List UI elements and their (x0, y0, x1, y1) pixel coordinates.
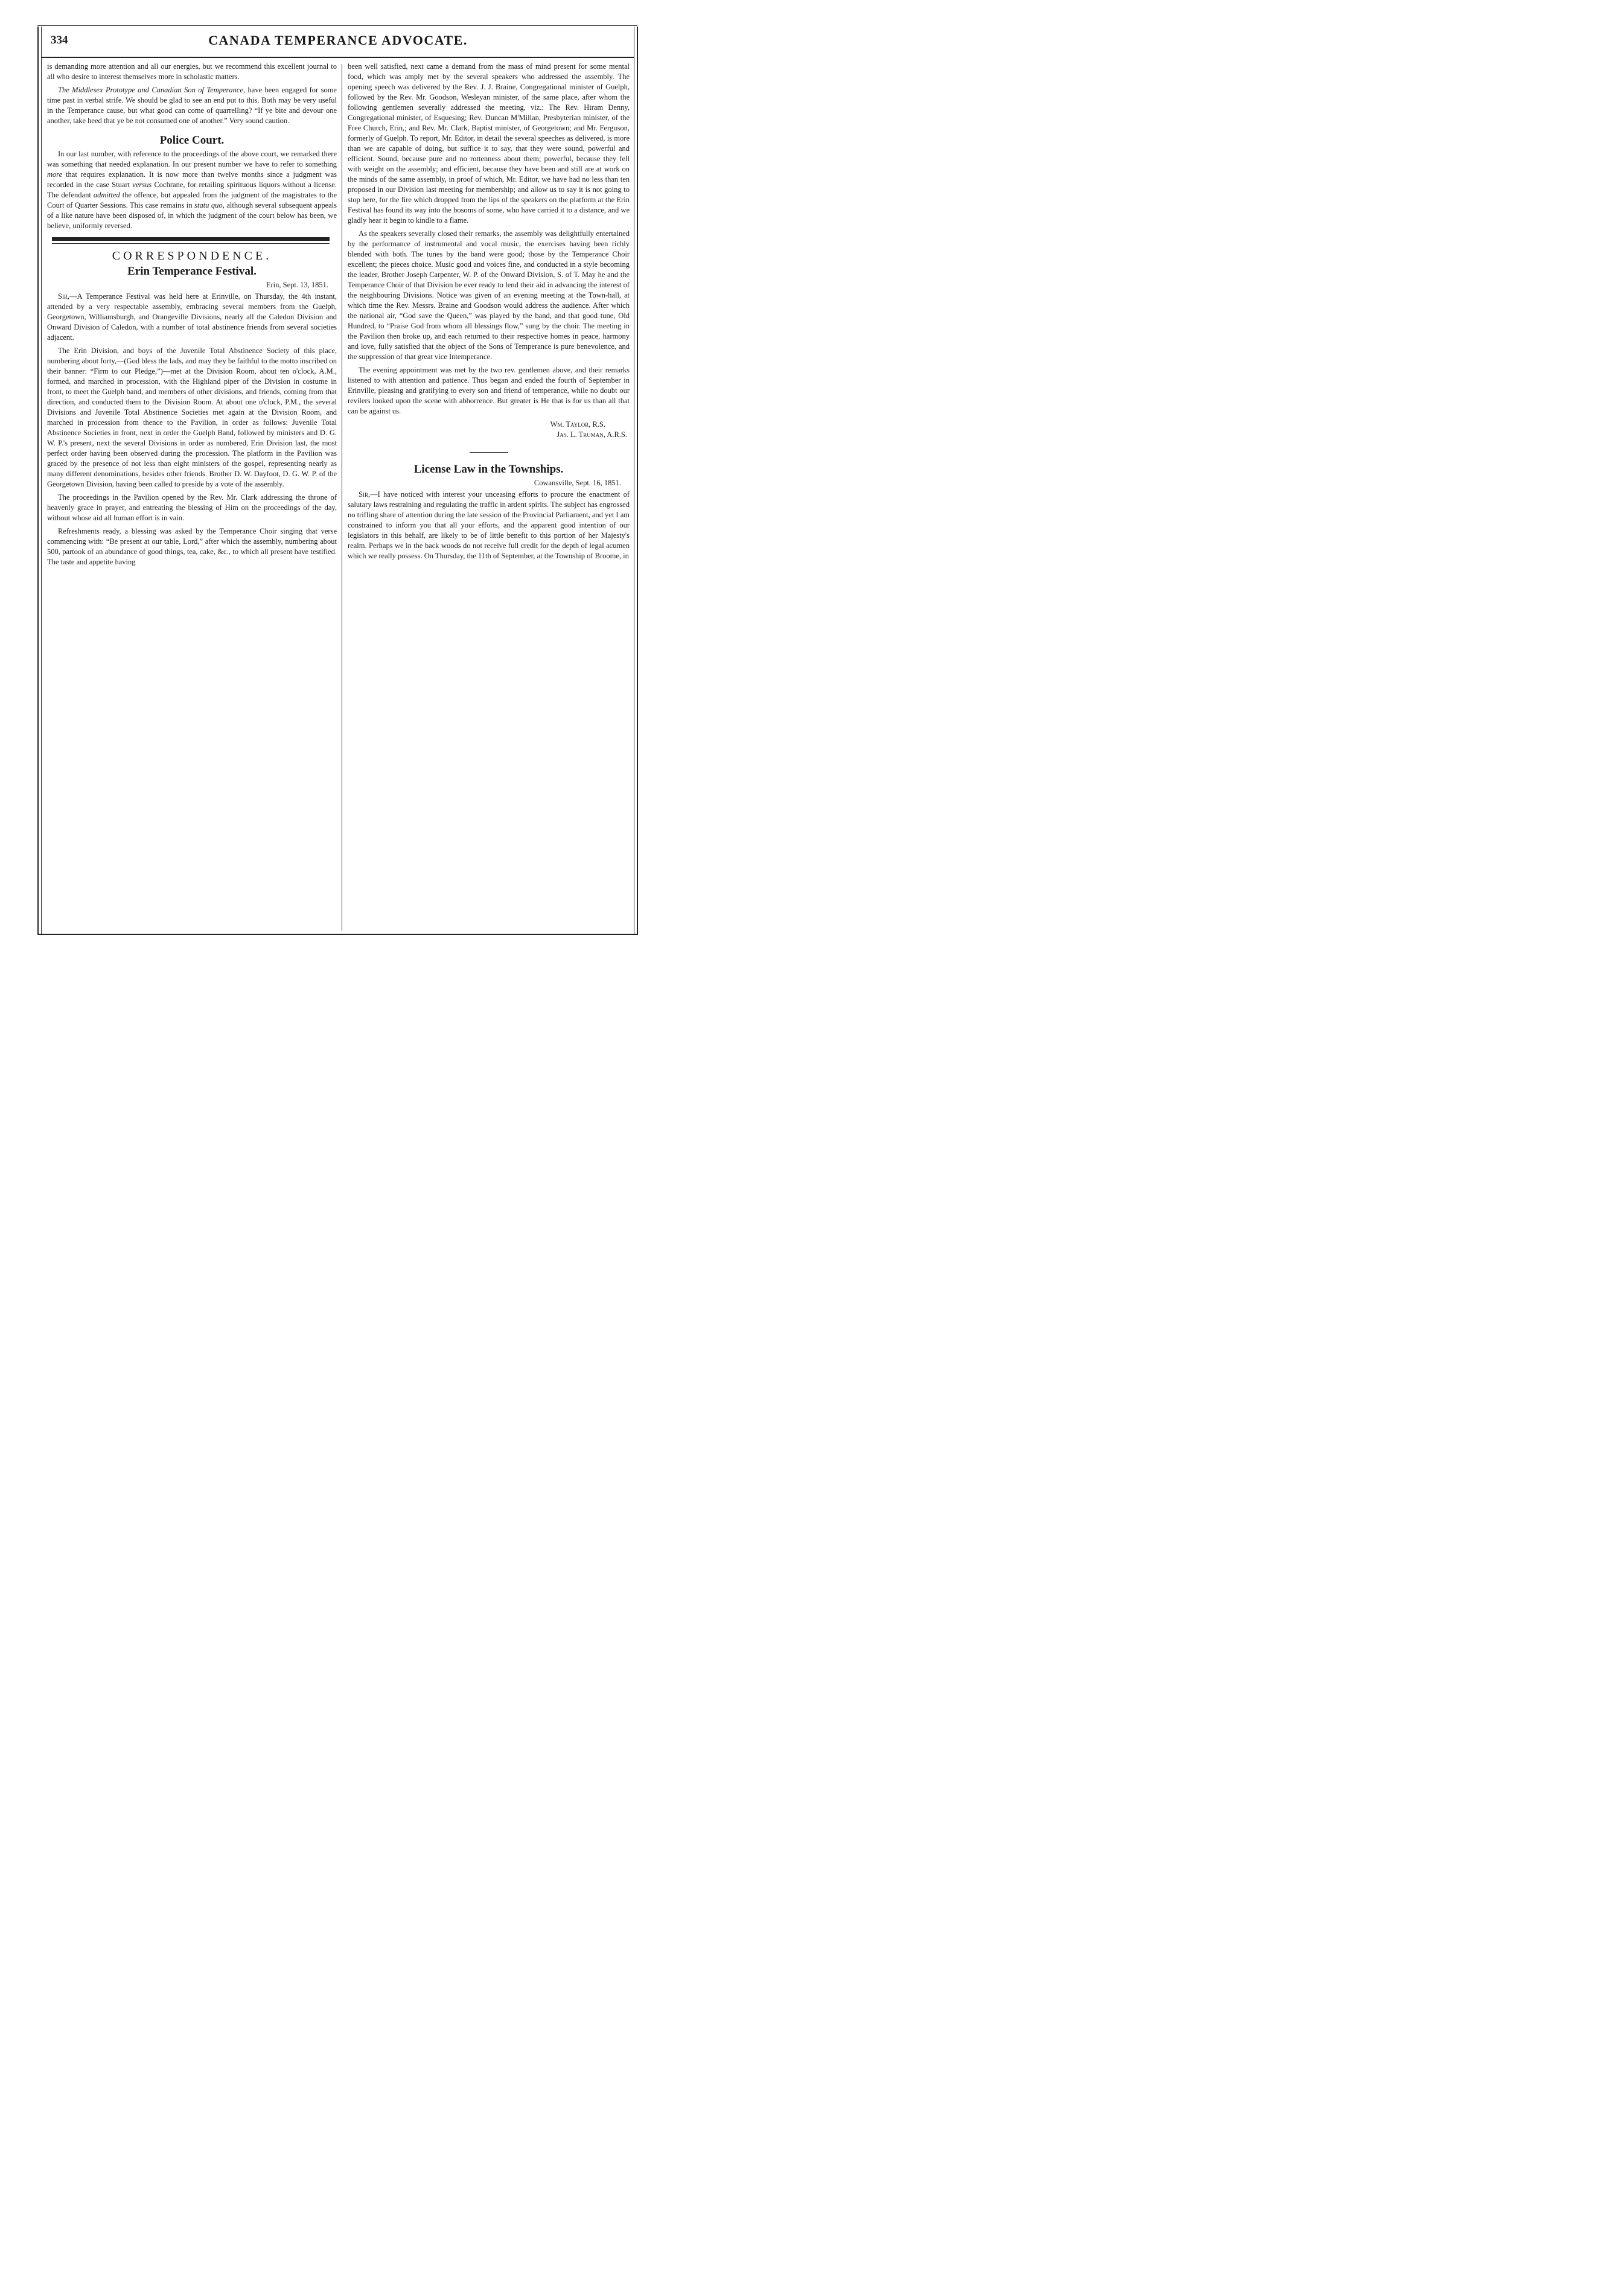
license-law-heading: License Law in the Townships. (413, 463, 564, 476)
license-dateline: Cowansville, Sept. 16, 1851. (534, 479, 621, 487)
article-divider (470, 452, 508, 453)
erin-paragraph-4: Refreshments ready, a blessing was asked by the Temperance Choir singing that verse commencing with: “Be present at our table, Lord,” after which the assembly, numbering about 500, partook of an abundance of good things, tea, cake, &c., to which all present have testified. The taste and appetite having (47, 527, 337, 566)
correspondence-heading: CORRESPONDENCE. (112, 249, 272, 263)
left-border-outer (37, 27, 39, 935)
right-column (348, 62, 630, 564)
erin-dateline: Erin, Sept. 13, 1851. (266, 281, 328, 289)
left-border-inner (41, 27, 42, 935)
newspaper-names: The Middlesex Prototype and Canadian Son of Temperance, (58, 86, 246, 94)
bottom-border-rule (37, 934, 638, 935)
erin-paragraph-3: The proceedings in the Pavilion opened by the Rev. Mr. Clark addressing the throne of heavenly grace in prayer, and entreating the blessing of Him on the proceedings of the day, without whose aid all human effort is in vain. (47, 493, 337, 522)
police-court-heading: Police Court. (159, 134, 225, 147)
top-border-rule (37, 25, 637, 26)
header-rule (42, 57, 634, 58)
erin-festival-heading: Erin Temperance Festival. (127, 265, 257, 278)
signature-secretary: Wm. Taylor, R.S. (550, 420, 605, 429)
erin-paragraph-2: The Erin Division, and boys of the Juvenile Total Abstinence Society of this place, numbering about forty,—(God bless the lads, and may they be faithful to the motto inscribed on their banner: “Firm to our Pledge,”)—met at the Division Room, about ten o'clock, A.M., formed, and marched in procession, with the Highland piper of the Division in costume in front, to meet the Guelph band, and members of other divisions, and friends, coming from that direction, and conducted them to the Division Room. At about one o'clock, P.M., the several Divisions and Juvenile Total Abstinence Societies met again at the Division Room, and marched in procession from thence to the Pavilion, in order as follows: Juvenile Total Abstinence Societies in front, next in order the Guelph Band, followed by ministers and D. G. W. P.'s present, next the several Divisions in order as numbered, Erin Division last, the most perfect order having been observed during the procession. The platform in the Pavilion was graced by the presence of not less than eight ministers of the gospel, representing nearly as many different denominations, besides other friends. Brother D. W. Dayfoot, D. G. W. P. of the Georgetown Division, having been called to preside by a vote of the assembly. (47, 346, 337, 488)
left-column (47, 62, 337, 570)
right-border-outer (637, 27, 638, 935)
page-header (51, 33, 625, 53)
section-separator-thick (52, 237, 330, 241)
music-paragraph: As the speakers severally closed their remarks, the assembly was delightfully entertained by the performance of instrumental and vocal music, the exercises having been richly blended with both. The tunes by the band were good; those by the Temperance Choir excellent; the pieces choice. Music good and voices fine, and conducted in a style becoming the leader, Brother Joseph Carpenter, W. P. of the Onward Division, S. of T. May he and the Temperance Choir of that Division be ever ready to lend their aid in advancing the interest of the neighbouring Divisions. Notice was given of an evening meeting at the Town-hall, at which time the Rev. Messrs. Braine and Goodson would address the audience. After which the national air, “God save the Queen,” was played by the band, and that good tune, Old Hundred, to “Praise God from whom all blessings flow,” sung by the choir. The meeting in the Pavilion then broke up, and each returned to their respective homes in peace, harmony and love, fully satisfied that the object of the Sons of Temperance is pure benevolence, and the suppression of that great vice Intemperance. (348, 229, 630, 361)
signature-assistant-secretary: Jas. L. Truman, A.R.S. (557, 430, 627, 439)
newspaper-page (0, 0, 670, 956)
erin-continued-paragraph: been well satisfied, next came a demand from the mass of mind present for some mental food, which was amply met by the several speakers who addressed the assembly. The opening speech was delivered by the Rev. J. J. Braine, Congregational minister of Guelph, followed by the Rev. Mr. Goodson, Wesleyan minister, of the same place, after whom the following gentlemen severally addressed the meeting, viz.: The Rev. Hiram Denny, Congregational minister, of Esquesing; Rev. Duncan M'Millan, Presbyterian minister, of the Free Church, Erin,; and Rev. Mr. Clark, Baptist minister, of Georgetown; and Mr. Ferguson, formerly of Guelph. To report, Mr. Editor, in detail the several speeches as delivered, is more than we are capable of doing, but suffice it to say, that they were sound, powerful and efficient. Sound, because pure and no rottenness about them; powerful, because they fell with weight on the assembly; and efficient, because they have been and still are at work on the minds of the same assembly, in proof of which, Mr. Editor, we have had no less than ten proposed in our Division last meeting for membership; and allow us to say it is not going to stop here, for the fire which dropped from the lips of the speakers on the platform at the Erin Festival has found its way into the bosoms of some, who have carried it to a distance, and we gladly hear it begin to kindle to a flame. (348, 62, 630, 225)
section-separator-thin (52, 243, 330, 244)
middlesex-paragraph: The Middlesex Prototype and Canadian Son of Temperance, have been engaged for some time past in verbal strife. We should be glad to see an end put to this. Both may be very useful in the Temperance cause, but what good can come of quarrelling? “If ye bite and devour one another, take heed that ye be not consumed one of another.” Very sound caution. (47, 86, 337, 125)
police-court-paragraph: In our last number, with reference to the proceedings of the above court, we remarked there was something that needed explanation. In our present number we have to refer to something more that requires explanation. It is now more than twelve months since a judgment was recorded in the case Stuart versus Cochrane, for retailing spirituous liquors without a license. The defendant admitted the offence, but appealed from the judgment of the magistrates to the Court of Quarter Sessions. This case remains in statu quo, although several subsequent appeals of a like nature have been disposed of, in which the judgment of the court below has been, we believe, uniformly reversed. (47, 150, 337, 230)
evening-paragraph: The evening appointment was met by the two rev. gentlemen above, and their remarks listened to with attention and patience. Thus began and ended the fourth of September in Erinville, pleasing and gratifying to every son and friend of temperance, while no doubt our revilers looked upon the scene with abhorrence. But greater is He that is for us than all that can be against us. (348, 366, 630, 415)
erin-paragraph-1: Sir,—A Temperance Festival was held here at Erinville, on Thursday, the 4th instant, attended by a very respectable assembly, embracing several members from the Guelph, Georgetown, Williamsburgh, and Orangeville Divisions, nearly all the Caledon Division and Onward Division of Caledon, with a number of total abstinence friends from several societies adjacent. (47, 292, 337, 342)
publication-title: CANADA TEMPERANCE ADVOCATE. (208, 33, 468, 48)
page-number: 334 (51, 34, 68, 46)
license-paragraph: Sir,—I have noticed with interest your unceasing efforts to procure the enactment of salutary laws restraining and regulating the traffic in ardent spirits. The subject has engrossed no trifling share of attention during the late session of the Provincial Parliament, and yet I am constrained to inform you that all your efforts, and the apparent good intention of our legislators in this behalf, are likely to be of little benefit to this portion of her Majesty's realm. Perhaps we in the back woods do not receive full credit for the depth of legal acumen which we really possess. On Thursday, the 11th of September, at the Township of Broome, in (348, 490, 630, 560)
intro-paragraph: is demanding more attention and all our energies, but we recommend this excellent journal to all who desire to interest themselves more in scholastic matters. (47, 62, 337, 81)
